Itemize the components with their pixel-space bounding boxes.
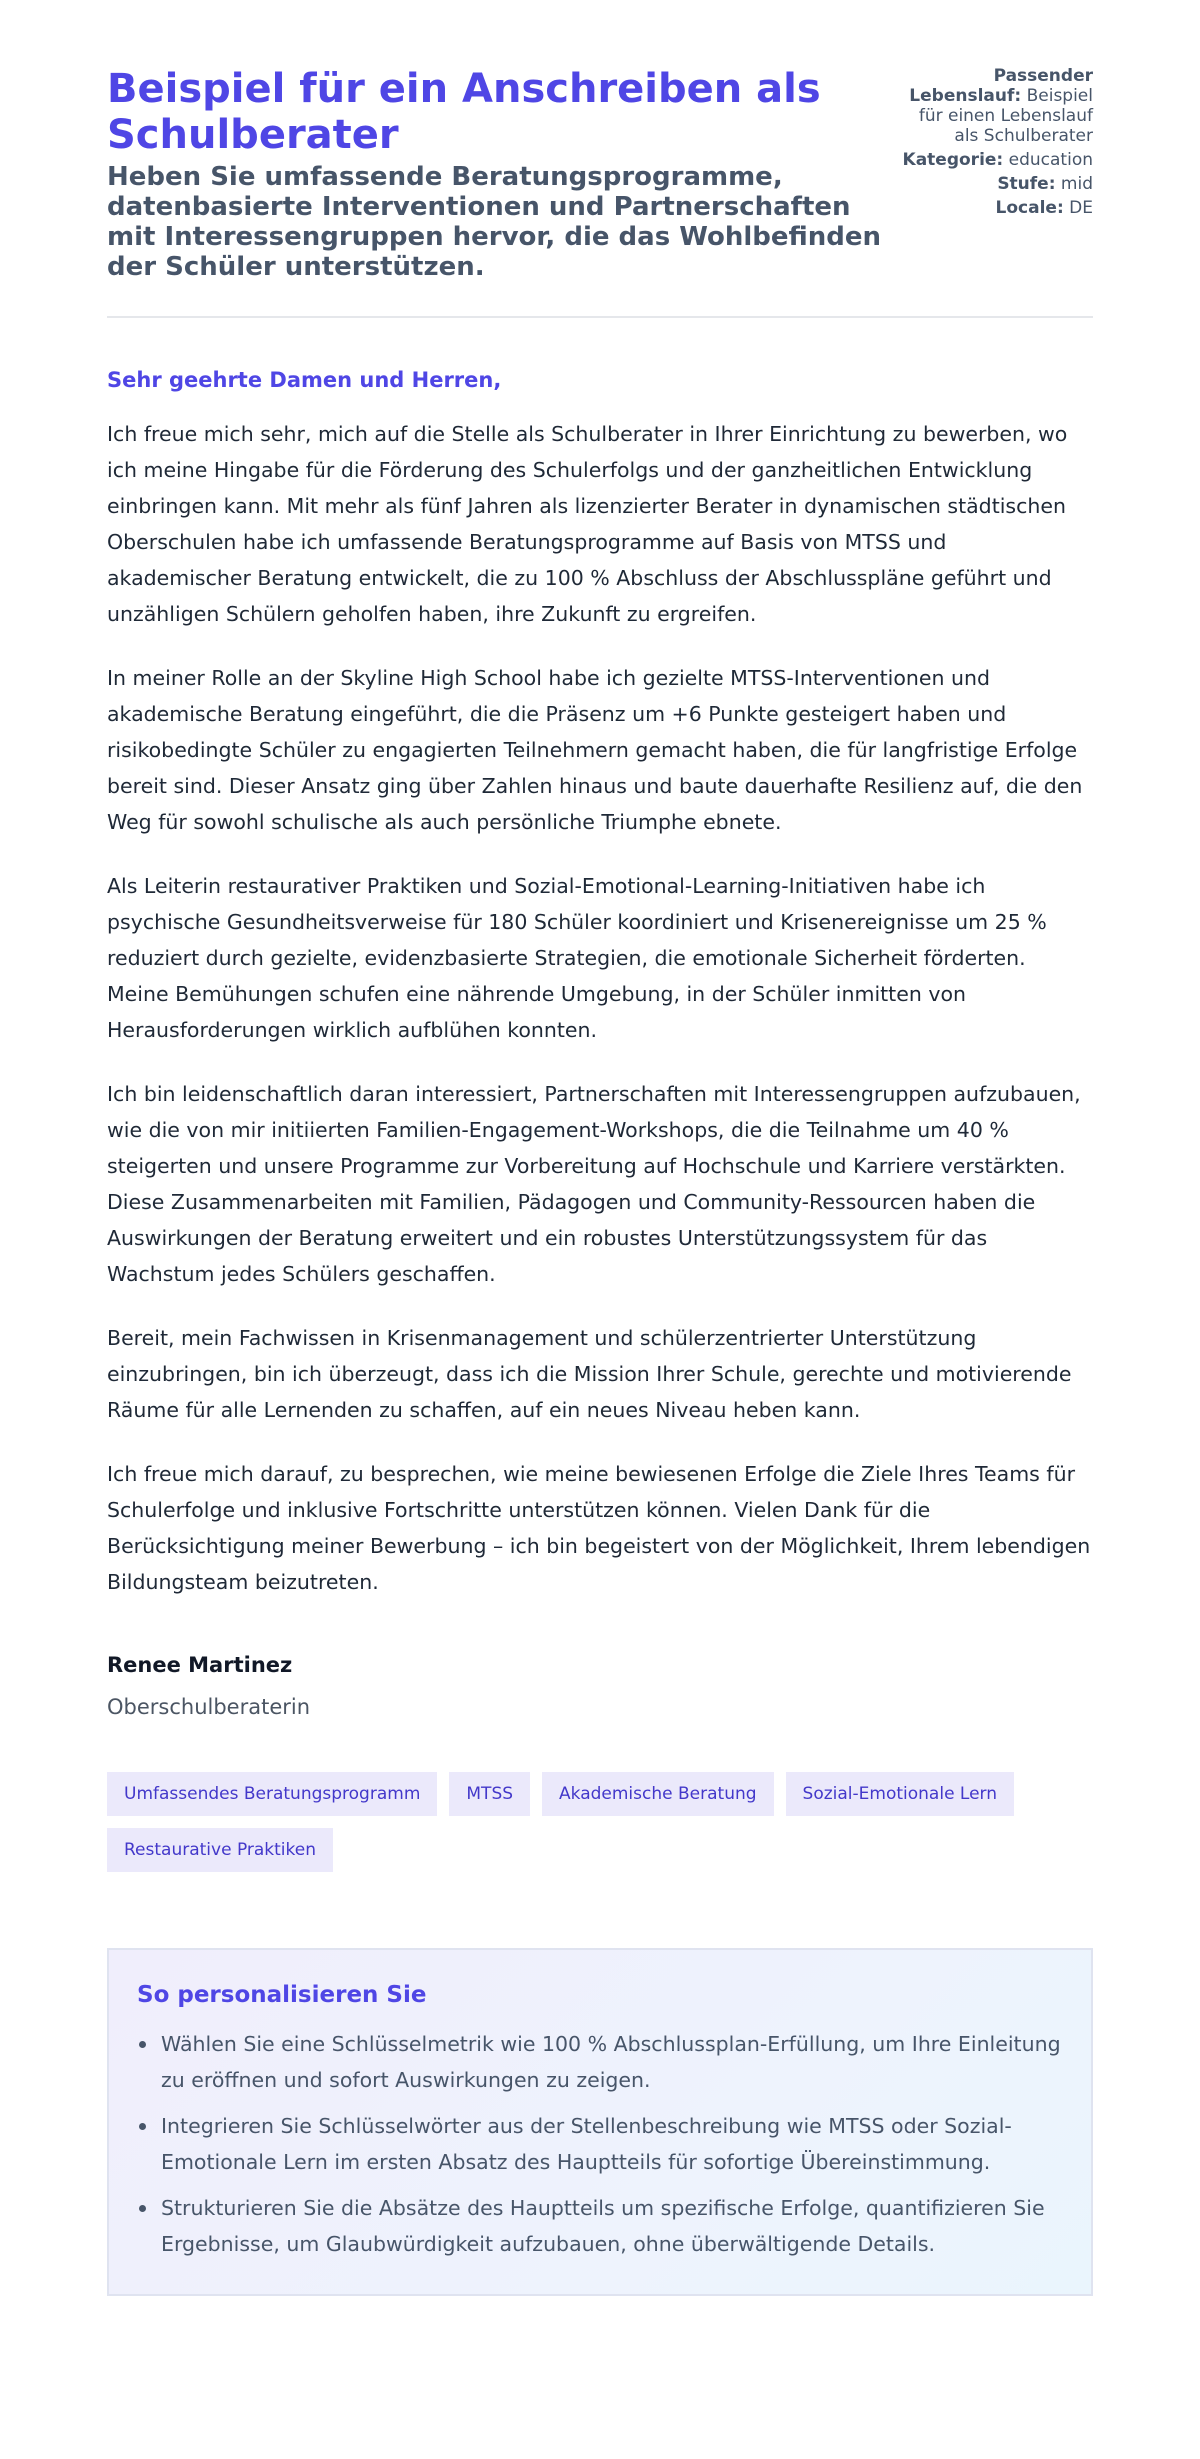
meta-category-value: education (1008, 150, 1093, 170)
letter-paragraph: Bereit, mein Fachwissen in Krisenmanagement und schülerzentrierter Unterstützung einzubringen, bin ich überzeugt, dass ich die Mission Ihrer Schule, gerechte und motivierende Räume für alle Lernenden zu schaffen, auf ein neues Niveau heben kann. (107, 1326, 1072, 1422)
bullet-icon (139, 2123, 146, 2130)
meta-level-value: mid (1060, 174, 1093, 194)
tag-chip: Akademische Beratung (542, 1772, 774, 1816)
tips-item-text: Wählen Sie eine Schlüsselmetrik wie 100 % Abschlussplan-Erfüllung, um Ihre Einleitung zu eröffnen und sofort Auswirkungen zu zeigen. (161, 2032, 1061, 2092)
letter-body (107, 318, 1093, 1722)
meta-category-label: Kategorie: (902, 150, 1004, 170)
meta-level-label: Stufe: (997, 174, 1056, 194)
page-header (107, 66, 1093, 318)
meta-category (893, 150, 1093, 170)
meta-resume-label: Passender Lebenslauf: (909, 66, 1093, 106)
header-titles (107, 66, 887, 282)
tag-chip: Restaurative Praktiken (107, 1828, 333, 1872)
tips-item-text: Integrieren Sie Schlüsselwörter aus der Stellenbeschreibung wie MTSS oder Sozial-Emotionale Lern im ersten Absatz des Hauptteils für sofortige Übereinstimmung. (161, 2114, 1012, 2174)
page-subtitle: Heben Sie umfassende Beratungsprogramme, datenbasierte Interventionen und Partnerschaften mit Interessengruppen hervor, die das Wohlbefinden der Schüler unterstützen. (107, 162, 882, 282)
letter-paragraph: In meiner Rolle an der Skyline High School habe ich gezielte MTSS-Interventionen und akademische Beratung eingeführt, die die Präsenz um +6 Punkte gesteigert haben und risikobedingte Schüler zu engagierten Teilnehmern gemacht haben, die für langfristige Erfolge bereit sind. Dieser Ansatz ging über Zahlen hinaus und baute dauerhafte Resilienz auf, die den Weg für sowohl schulische als auch persönliche Triumphe ebnete. (107, 666, 1083, 834)
tag-chip: MTSS (449, 1772, 530, 1816)
tips-item-text: Strukturieren Sie die Absätze des Hauptteils um spezifische Erfolge, quantifizieren Sie Ergebnisse, um Glaubwürdigkeit aufzubauen, ohne überwältigende Details. (161, 2196, 1045, 2256)
meta-resume (893, 66, 1093, 146)
tips-list-item (137, 2190, 1063, 2262)
tag-chip: Umfassendes Beratungsprogramm (107, 1772, 437, 1816)
signature-block (107, 1650, 1093, 1722)
tips-list-item (137, 2026, 1063, 2098)
tips-title: So personalisieren Sie (137, 1982, 427, 2008)
letter-paragraph: Ich freue mich sehr, mich auf die Stelle als Schulberater in Ihrer Einrichtung zu bewerben, wo ich meine Hingabe für die Förderung des Schulerfolgs und der ganzheitlichen Entwicklung einbringen kann. Mit mehr als fünf Jahren als lizenzierter Berater in dynamischen städtischen Oberschulen habe ich umfassende Beratungsprogramme auf Basis von MTSS und akademischer Beratung entwickelt, die zu 100 % Abschluss der Abschlusspläne geführt und unzähligen Schülern geholfen haben, ihre Zukunft zu ergreifen. (107, 422, 1068, 626)
page-title: Beispiel für ein Anschreiben als Schulberater (107, 66, 821, 158)
meta-locale-label: Locale: (995, 198, 1064, 218)
keyword-tags (107, 1772, 1027, 1872)
letter-paragraph: Als Leiterin restaurativer Praktiken und Sozial-Emotional-Learning-Initiativen habe ich psychische Gesundheitsverweise für 180 Schüler koordiniert und Krisenereignisse um 25 % reduziert durch gezielte, evidenzbasierte Strategien, die emotionale Sicherheit förderten. Meine Bemühungen schufen eine nährende Umgebung, in der Schüler inmitten von Herausforderungen wirklich aufblühen konnten. (107, 874, 1047, 1042)
tag-chip: Sozial-Emotionale Lern (786, 1772, 1014, 1816)
meta-level (893, 174, 1093, 194)
letter-paragraph: Ich bin leidenschaftlich daran interessiert, Partnerschaften mit Interessengruppen aufzubauen, wie die von mir initiierten Familien-Engagement-Workshops, die die Teilnahme um 40 % steigerten und unsere Programme zur Vorbereitung auf Hochschule und Karriere verstärkten. Diese Zusammenarbeiten mit Familien, Pädagogen und Community-Ressourcen haben die Auswirkungen der Beratung erweitert und ein robustes Unterstützungssystem für das Wachstum jedes Schülers geschaffen. (107, 1082, 1081, 1286)
meta-locale-value: DE (1069, 198, 1093, 218)
meta-resume-value: Beispiel für einen Lebenslauf als Schulberater (918, 86, 1093, 146)
tips-list-item (137, 2108, 1063, 2180)
salutation: Sehr geehrte Damen und Herren, (107, 368, 502, 392)
tips-list (137, 2026, 1063, 2262)
meta-locale (893, 198, 1093, 218)
bullet-icon (139, 2205, 146, 2212)
bullet-icon (139, 2041, 146, 2048)
signature-title: Oberschulberaterin (107, 1695, 311, 1719)
letter-paragraph: Ich freue mich darauf, zu besprechen, wie meine bewiesenen Erfolge die Ziele Ihres Teams für Schulerfolge und inklusive Fortschritte unterstützen können. Vielen Dank für die Berücksichtigung meiner Bewerbung – ich bin begeistert von der Möglichkeit, Ihrem lebendigen Bildungsteam beizutreten. (107, 1462, 1091, 1594)
signature-name: Renee Martinez (107, 1653, 293, 1677)
meta-panel (893, 66, 1093, 222)
personalization-tips-box (107, 1948, 1093, 2296)
